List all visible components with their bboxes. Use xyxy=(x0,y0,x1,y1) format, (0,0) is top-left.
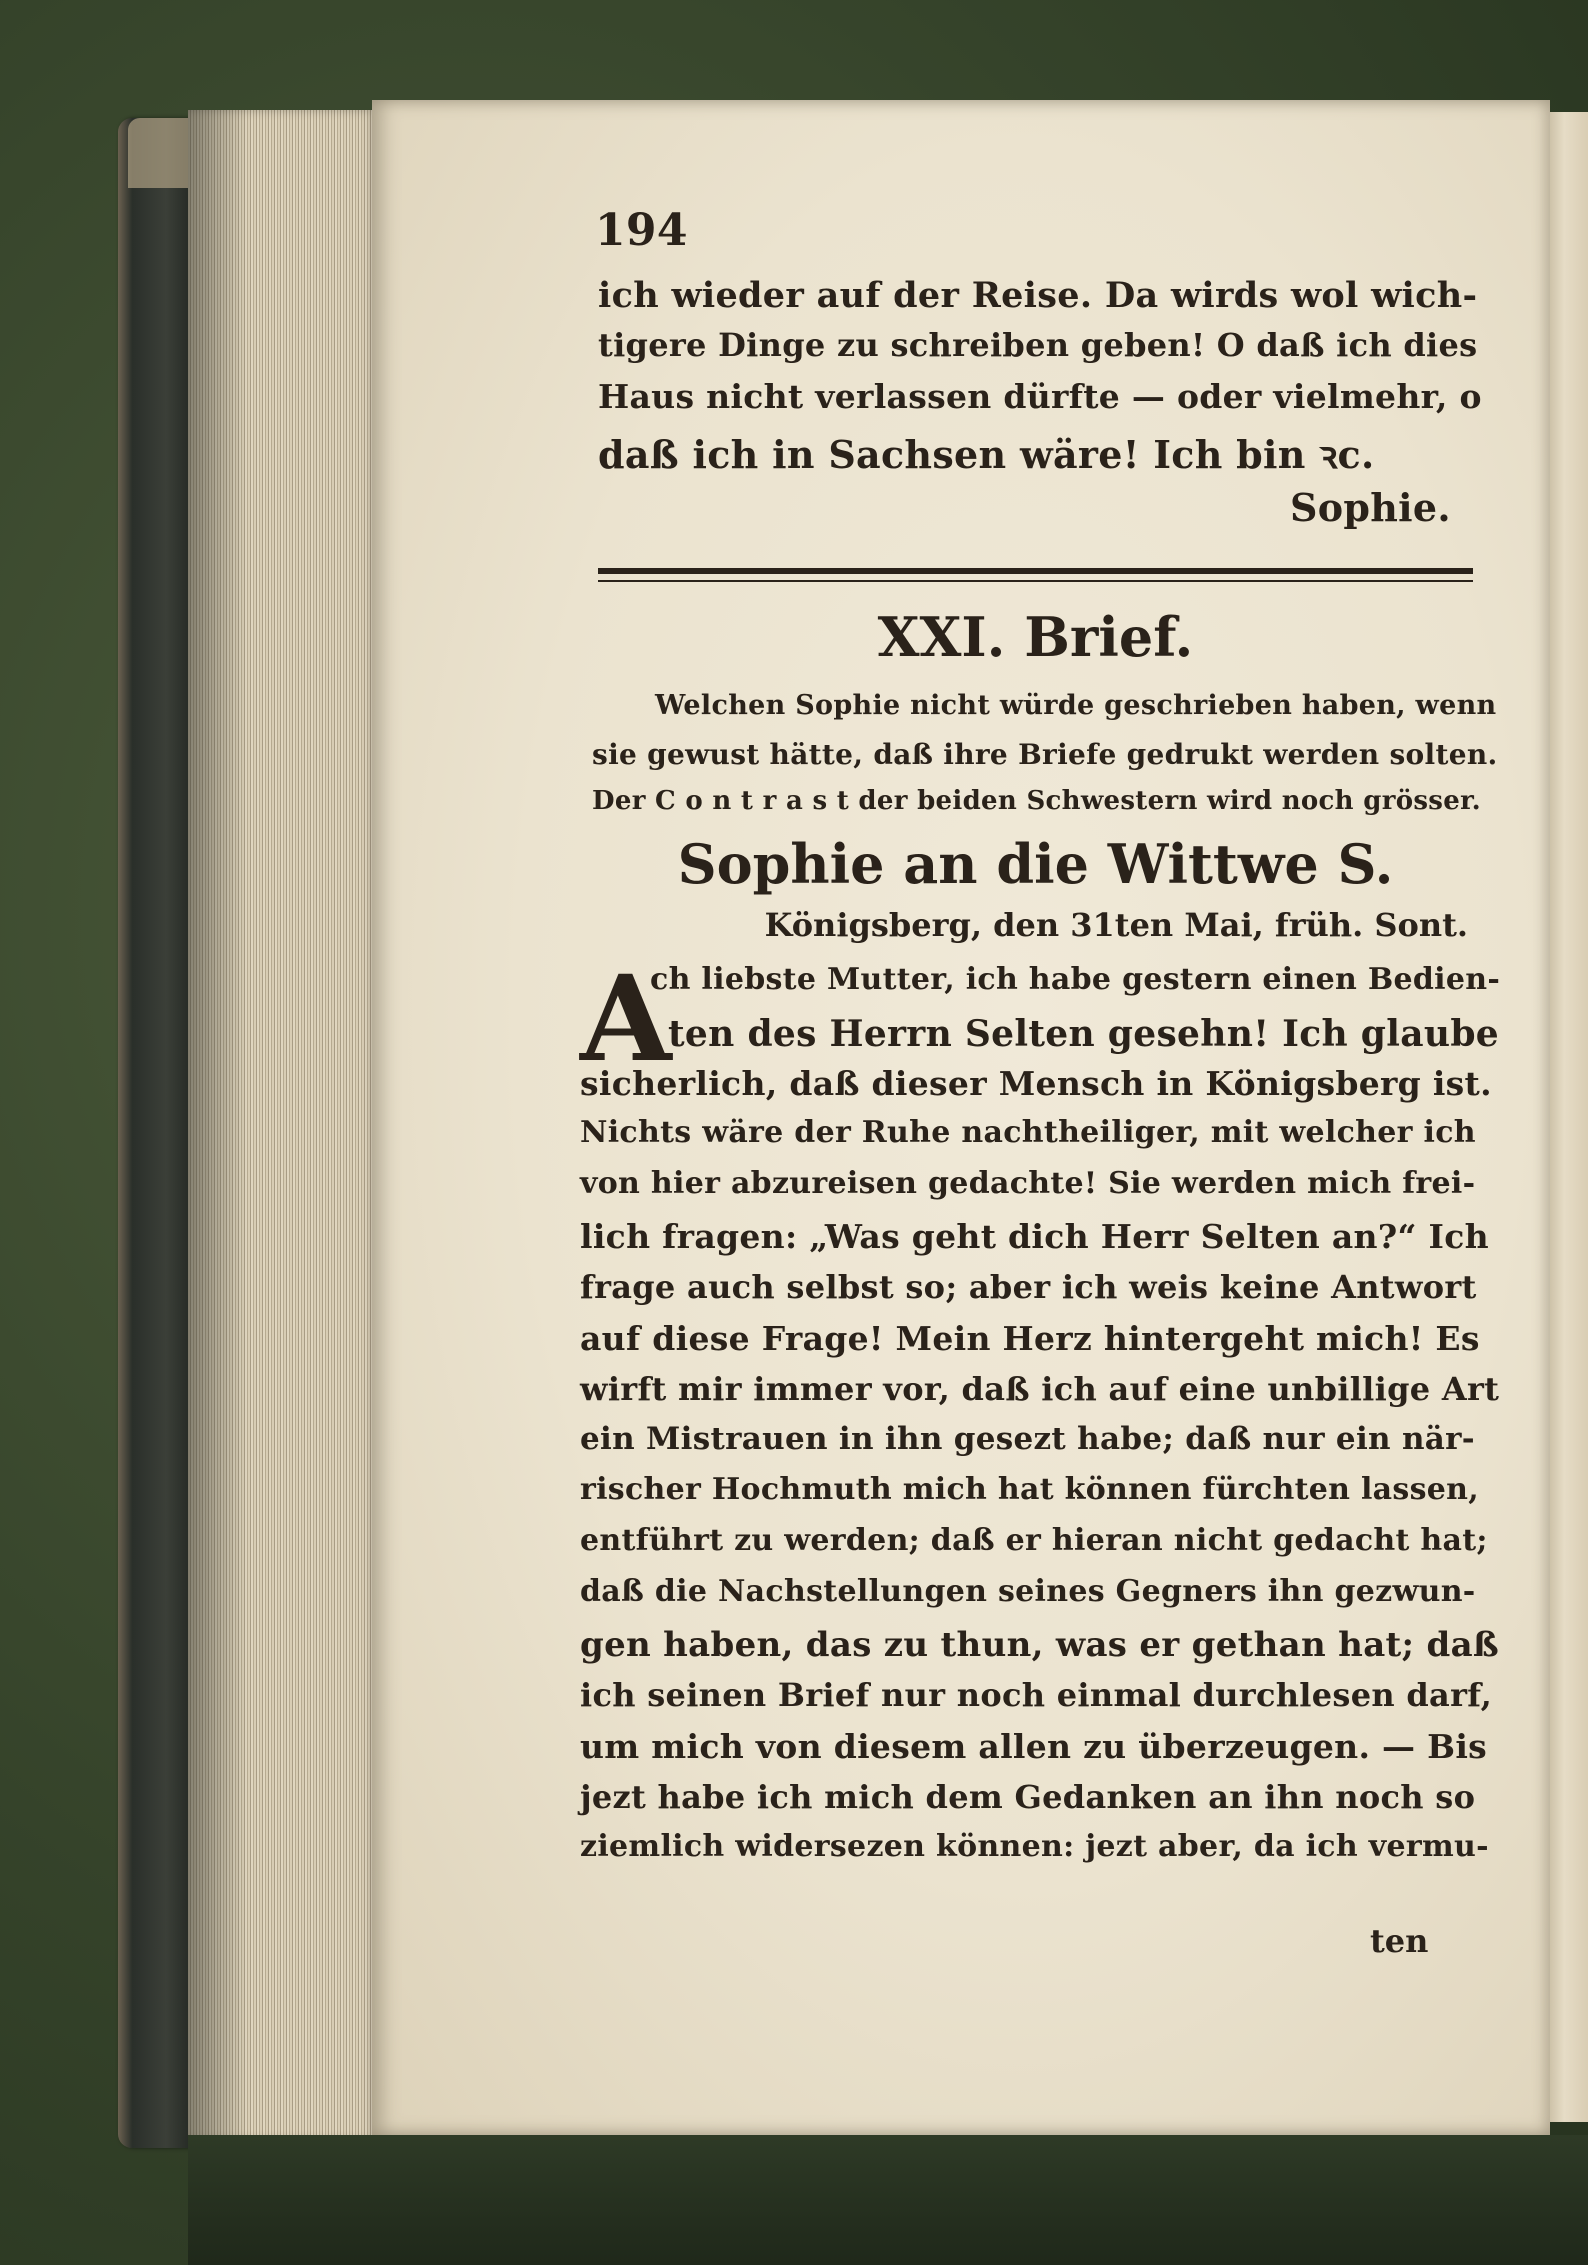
next-page-edge xyxy=(1545,112,1588,2122)
body-line: ch liebste Mutter, ich habe gestern einen Bedien- xyxy=(650,962,1501,997)
body-line: ziemlich widersezen können: jezt aber, da ich vermu- xyxy=(580,1829,1489,1864)
signature: Sophie. xyxy=(1290,485,1451,530)
letter-heading: XXI. Brief. xyxy=(877,605,1194,669)
page-number: 194 xyxy=(595,205,688,256)
body-line: ten des Herrn Selten gesehn! Ich glaube xyxy=(668,1013,1500,1055)
opening-line: ich wieder auf der Reise. Da wirds wol wich- xyxy=(598,275,1478,316)
catchword: ten xyxy=(1370,1922,1429,1960)
body-line: sicherlich, daß dieser Mensch in Königsberg ist. xyxy=(580,1064,1492,1103)
body-line: frage auch selbst so; aber ich weis keine Antwort xyxy=(580,1268,1477,1306)
page-edges-shadow xyxy=(188,110,248,2140)
body-line: ich seinen Brief nur noch einmal durchlesen darf, xyxy=(580,1676,1493,1714)
section-rule-thin xyxy=(598,580,1473,582)
opening-line: Haus nicht verlassen dürfte — oder vielmehr, o xyxy=(598,377,1482,416)
summary-line: Welchen Sophie nicht würde geschrieben haben, wenn xyxy=(655,690,1497,721)
body-line: rischer Hochmuth mich hat können fürchten lassen, xyxy=(580,1472,1480,1507)
body-line: ein Mistrauen in ihn gesezt habe; daß nur ein när- xyxy=(580,1421,1475,1457)
body-line: um mich von diesem allen zu überzeugen. — Bis xyxy=(580,1727,1488,1766)
summary-line: Der C o n t r a s t der beiden Schwestern wird noch grösser. xyxy=(592,786,1482,816)
body-line: wirft mir immer vor, daß ich auf eine unbillige Art xyxy=(580,1370,1500,1408)
bottom-background xyxy=(188,2135,1588,2265)
body-line: von hier abzureisen gedachte! Sie werden mich frei- xyxy=(580,1166,1476,1201)
letter-title: Sophie an die Wittwe S. xyxy=(677,832,1394,896)
dateline: Königsberg, den 31ten Mai, früh. Sont. xyxy=(764,906,1468,944)
body-line: lich fragen: „Was geht dich Herr Selten an?“ Ich xyxy=(580,1217,1489,1256)
summary-line: sie gewust hätte, daß ihre Briefe gedrukt werden solten. xyxy=(592,738,1498,771)
body-line: gen haben, das zu thun, was er gethan hat; daß xyxy=(580,1625,1500,1665)
opening-line: tigere Dinge zu schreiben geben! O daß ich dies xyxy=(598,326,1478,364)
book-cover xyxy=(118,118,198,2148)
body-line: daß die Nachstellungen seines Gegners ihn gezwun- xyxy=(580,1574,1476,1609)
section-rule-thick xyxy=(598,568,1473,574)
body-line: auf diese Frage! Mein Herz hintergeht mich! Es xyxy=(580,1319,1480,1358)
body-line: jezt habe ich mich dem Gedanken an ihn noch so xyxy=(580,1778,1476,1816)
body-line: Nichts wäre der Ruhe nachtheiliger, mit welcher ich xyxy=(580,1115,1476,1150)
opening-line: daß ich in Sachsen wäre! Ich bin ꝛc. xyxy=(598,432,1375,477)
body-line: entführt zu werden; daß er hieran nicht gedacht hat; xyxy=(580,1523,1488,1558)
initial-letter: A xyxy=(580,949,672,1088)
